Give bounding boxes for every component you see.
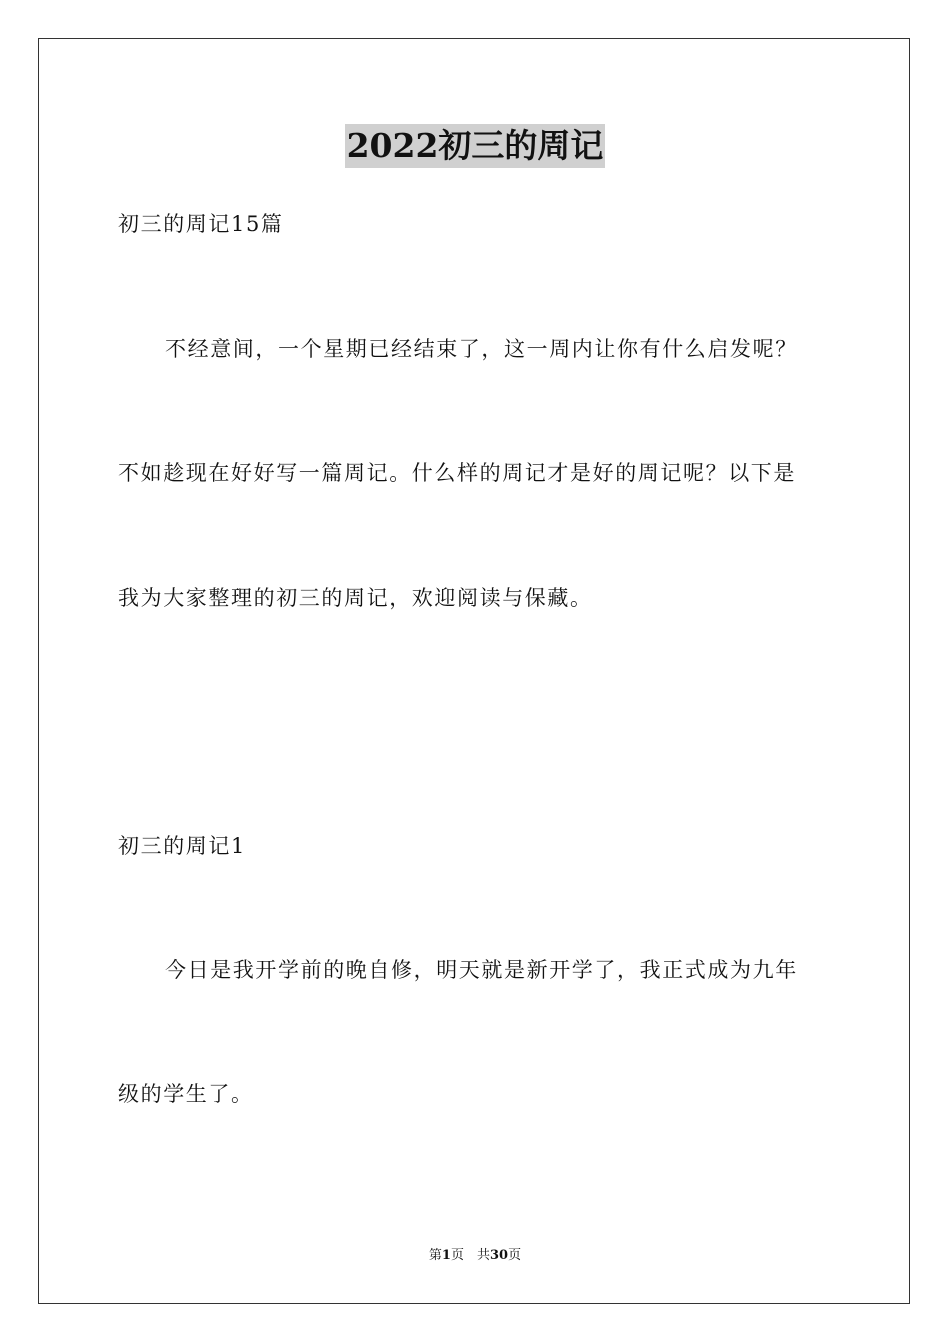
footer-prefix: 第 <box>428 1248 442 1263</box>
footer-suffix: 页 <box>508 1248 522 1263</box>
section-line-2: 级的学生了。 <box>118 1082 254 1106</box>
section-line-1: 今日是我开学前的晚自修，明天就是新开学了，我正式成为九年 <box>165 958 798 982</box>
footer-total-pages: 30 <box>489 1248 509 1263</box>
page-footer <box>0 1247 950 1265</box>
title-container <box>0 124 950 168</box>
document-subtitle: 初三的周记15篇 <box>118 212 284 236</box>
footer-mid: 页 共 <box>450 1248 490 1263</box>
intro-line-1: 不经意间，一个星期已经结束了，这一周内让你有什么启发呢？ <box>165 337 798 361</box>
section-heading: 初三的周记1 <box>118 834 246 858</box>
intro-line-3: 我为大家整理的初三的周记，欢迎阅读与保藏。 <box>118 586 593 610</box>
intro-line-2: 不如趁现在好好写一篇周记。什么样的周记才是好的周记呢？以下是 <box>118 461 796 485</box>
footer-page-number: 1 <box>441 1248 451 1263</box>
document-title: 2022初三的周记 <box>345 124 606 168</box>
